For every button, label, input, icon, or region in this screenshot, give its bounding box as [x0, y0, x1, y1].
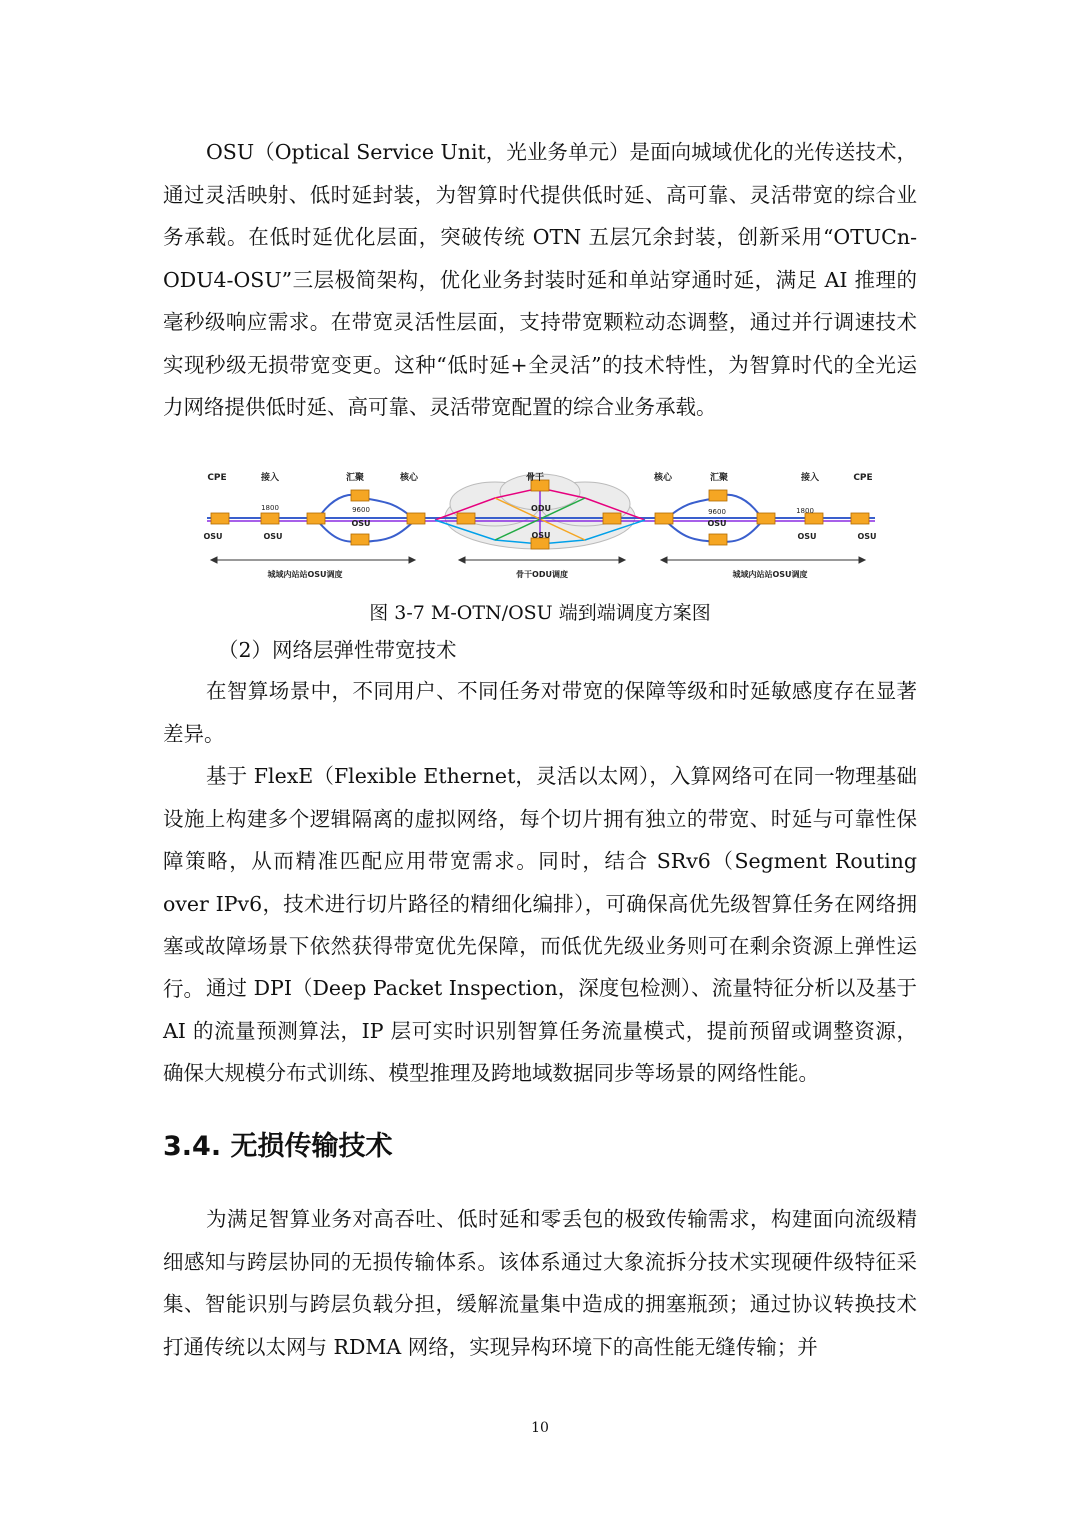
label-core-left: 核心: [399, 473, 419, 483]
label-osu-5: OSU: [857, 532, 877, 541]
device-access-left: [261, 513, 279, 524]
device-agg-top-right: [709, 490, 727, 501]
label-osu-2: OSU: [263, 532, 283, 541]
paragraph-scene: 在智算场景中，不同用户、不同任务对带宽的保障等级和时延敏感度存在显著差异。: [163, 679, 917, 746]
paragraph-dpi: 通过 DPI（Deep Packet Inspection，深度包检测）、流量特征分析以及基于 AI 的流量预测算法，IP 层可实时识别智算任务流量模式，提前预留或调整资源，确保大规模分布式训练、模型推理及跨地域数据同步等场景的网络性能。: [163, 976, 917, 1085]
span-label-right: 城域内站站OSU调度: [732, 570, 808, 579]
rate-9600-right: 9600: [708, 508, 726, 516]
paragraph-osu: OSU（Optical Service Unit，光业务单元）是面向城域优化的光传送技术，通过灵活映射、低时延封装，为智算时代提供低时延、高可靠、灵活带宽的综合业务承载。在低时延优化层面，突破传统 OTN 五层冗余封装，创新采用“OTUCn-ODU4-OSU”三层极简架构，优化业务封装时延和单站穿通时延，满足 AI 推理的毫秒级响应需求。在带宽灵活性层面，支持带宽颗粒动态调整，通过并行调速技术实现秒级无损带宽变更。这种“低时延+全灵活”的技术特性，为智算时代的全光运力网络提供低时延、高可靠、灵活带宽配置的综合业务承载。: [163, 140, 917, 419]
device-agg-right: [757, 513, 775, 524]
span-label-left: 城域内站站OSU调度: [267, 570, 343, 579]
device-agg-bottom-left: [351, 534, 369, 545]
device-backbone-left: [457, 513, 475, 524]
rate-9600-left: 9600: [352, 506, 370, 514]
rate-1800-left: 1800: [261, 504, 279, 512]
device-cpe-right: [851, 513, 869, 524]
label-core-right: 核心: [653, 473, 673, 483]
paragraph-lossless: 为满足智算业务对高吞吐、低时延和零丢包的极致传输需求，构建面向流级精细感知与跨层协同的无损传输体系。该体系通过大象流拆分技术实现硬件级特征采集、智能识别与跨层负载分担，缓解流量集中造成的拥塞瓶颈；通过协议转换技术打通传统以太网与 RDMA 网络，实现异构环境下的高性能无缝传输；并: [163, 1207, 917, 1359]
device-agg-bottom-right: [709, 534, 727, 545]
label-agg-right: 汇聚: [709, 473, 729, 483]
figure-caption: 图 3-7 M-OTN/OSU 端到端调度方案图: [369, 602, 711, 624]
paragraph-flexe: 基于 FlexE（Flexible Ethernet，灵活以太网），入算网络可在同一物理基础设施上构建多个逻辑隔离的虚拟网络，每个切片拥有独立的带宽、时延与可靠性保障策略，从而精准匹配应用带宽需求。同时，结合 SRv6（Segment Routing over IPv6，技术进行切片路径的精细化编排），可确保高优先级智算任务在网络拥塞或故障场景下依然获得带宽优先保障，而低优先级业务则可在剩余资源上弹性运行。: [163, 764, 917, 1001]
label-osu-ring-right: OSU: [707, 519, 727, 528]
span-label-center: 骨干ODU调度: [516, 570, 568, 579]
device-agg-left: [307, 513, 325, 524]
label-cpe-right: CPE: [853, 473, 873, 483]
label-access-right: 接入: [800, 473, 820, 483]
device-backbone-right: [603, 513, 621, 524]
device-cpe-left: [211, 513, 229, 524]
label-cpe-left: CPE: [207, 473, 227, 483]
label-osu-1: OSU: [203, 532, 223, 541]
m-otn-osu-diagram: [195, 462, 885, 592]
label-agg-left: 汇聚: [345, 473, 365, 483]
device-core-right: [655, 513, 673, 524]
rate-1800-right: 1800: [796, 507, 814, 515]
label-osu-4: OSU: [797, 532, 817, 541]
device-agg-top-left: [351, 490, 369, 501]
section-title: 3.4. 无损传输技术: [163, 1131, 393, 1162]
label-osu-ring-left: OSU: [351, 519, 371, 528]
label-osu-center: OSU: [531, 531, 551, 540]
page-number: 10: [531, 1420, 549, 1436]
label-odu: ODU: [531, 504, 551, 513]
device-core-left: [407, 513, 425, 524]
subheading: （2）网络层弹性带宽技术: [218, 638, 457, 662]
label-access-left: 接入: [260, 473, 280, 483]
label-backbone: 骨干: [525, 473, 545, 483]
